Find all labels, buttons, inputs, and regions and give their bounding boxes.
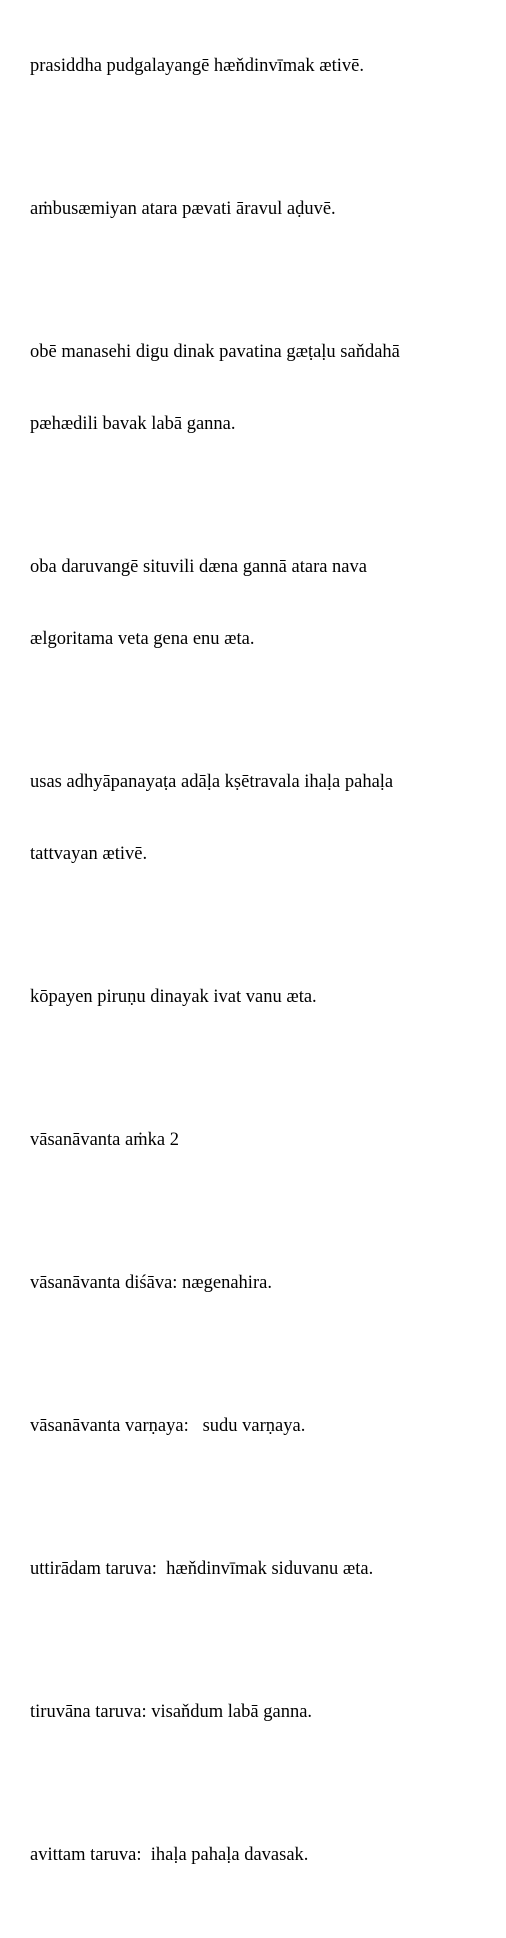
text-line: ælgoritama veta gena enu æta. — [30, 629, 255, 649]
text-line: prasiddha pudgalayangē hæňdinvīmak ætivē. — [30, 56, 364, 76]
lucky-color — [30, 1366, 490, 1486]
paragraph-2 — [30, 149, 490, 269]
paragraph-3 — [30, 292, 490, 484]
paragraph-5 — [30, 722, 490, 914]
paragraph-1 — [30, 6, 490, 126]
text-line: uttirādam taruva: hæňdinvīmak siduvanu æta. — [30, 1559, 374, 1579]
text-line: aṁbusæmiyan atara pævati āravul aḍuvē. — [30, 199, 336, 219]
star-avittam — [30, 1795, 490, 1915]
text-line: obē manasehi digu dinak pavatina gæṭaḷu saňdahā — [30, 342, 400, 362]
text-line: kōpayen piruṇu dinayak ivat vanu æta. — [30, 987, 317, 1007]
text-line: tiruvāna taruva: visaňdum labā ganna. — [30, 1702, 313, 1722]
text-line: vāsanāvanta aṁka 2 — [30, 1130, 179, 1150]
star-uttiradam — [30, 1509, 490, 1629]
star-tiruvana — [30, 1652, 490, 1772]
text-line: avittam taruva: ihaḷa pahaḷa davasak. — [30, 1845, 309, 1865]
document-body — [30, 6, 490, 1938]
paragraph-4 — [30, 507, 490, 699]
paragraph-6 — [30, 937, 490, 1057]
text-line: vāsanāvanta diśāva: nægenahira. — [30, 1273, 272, 1293]
lucky-direction — [30, 1223, 490, 1343]
text-line: vāsanāvanta varṇaya: sudu varṇaya. — [30, 1416, 306, 1436]
text-line: tattvayan ætivē. — [30, 844, 148, 864]
lucky-number — [30, 1080, 490, 1200]
text-line: usas adhyāpanayaṭa adāḷa kṣētravala ihaḷa pahaḷa — [30, 772, 394, 792]
text-line: pæhædili bavak labā ganna. — [30, 414, 236, 434]
text-line: oba daruvangē situvili dæna gannā atara nava — [30, 557, 367, 577]
